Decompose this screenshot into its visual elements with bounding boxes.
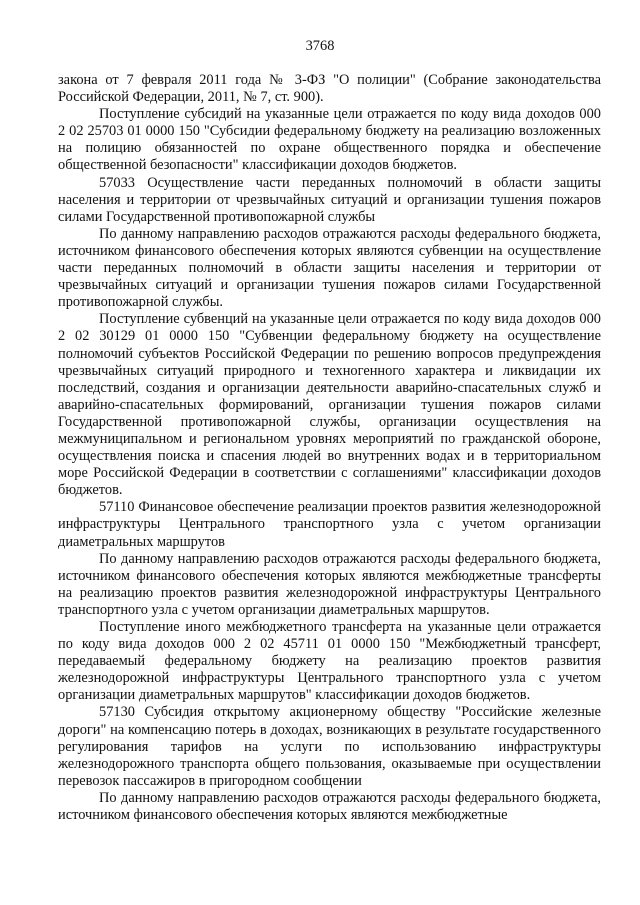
document-body	[58, 72, 601, 824]
section-heading-57033: 57033 Осуществление части переданных полномочий в области защиты населения и территории от чрезвычайных ситуаций и организации тушения пожаров силами Государственной противопожарной службы	[58, 174, 601, 225]
page-number: 3768	[305, 38, 335, 54]
paragraph: Поступление субвенций на указанные цели отражается по коду вида доходов 000 2 02 30129 01 0000 150 "Субвенции федеральному бюджету на осуществление полномочий субъектов Российской Федерации по решению вопросов предупреждения чрезвычайных ситуаций природного и техногенного характера и ликвидации их последствий, создания и организации деятельности аварийно-спасательных служб и аварийно-спасательных формирований, организации тушения пожаров силами Государственной противопожарной службы, организации осуществления на межмуниципальном и региональном уровнях мероприятий по гражданской обороне, осуществления поиска и спасения людей во внутренних водах и в территориальном море Российской Федерации в соответствии с соглашениями" классификации доходов бюджетов.	[58, 311, 601, 499]
paragraph: По данному направлению расходов отражаются расходы федерального бюджета, источником финансового обеспечения которых являются субвенции на осуществление части переданных полномочий в области защиты населения и территории от чрезвычайных ситуаций и организации тушения пожаров силами Государственной противопожарной службы.	[58, 225, 601, 311]
paragraph: По данному направлению расходов отражаются расходы федерального бюджета, источником финансового обеспечения которых являются межбюджетные трансферты на реализацию проектов развития железнодорожной инфраструктуры Центрального транспортного узла с учетом организации диаметральных маршрутов.	[58, 550, 601, 618]
paragraph-continuation: закона от 7 февраля 2011 года № 3-ФЗ "О полиции" (Собрание законодательства Российской Федерации, 2011, № 7, ст. 900).	[58, 72, 601, 106]
section-heading-57130: 57130 Субсидия открытому акционерному обществу "Российские железные дороги" на компенсацию потерь в доходах, возникающих в результате государственного регулирования тарифов на услуги по использованию инфраструктуры железнодорожного транспорта общего пользования, оказываемые при осуществлении перевозок пассажиров в пригородном сообщении	[58, 704, 601, 789]
paragraph: Поступление субсидий на указанные цели отражается по коду вида доходов 000 2 02 25703 01 0000 150 "Субсидии федеральному бюджету на реализацию возложенных на полицию обязанностей по охране общественного порядка и обеспечение общественной безопасности" классификации доходов бюджетов.	[58, 106, 601, 174]
paragraph: По данному направлению расходов отражаются расходы федерального бюджета, источником финансового обеспечения которых являются межбюджетные	[58, 789, 601, 824]
section-heading-57110: 57110 Финансовое обеспечение реализации проектов развития железнодорожной инфраструктуры Центрального транспортного узла с учетом организации диаметральных маршрутов	[58, 499, 601, 550]
paragraph: Поступление иного межбюджетного трансферта на указанные цели отражается по коду вида доходов 000 2 02 45711 01 0000 150 "Межбюджетный трансферт, передаваемый федеральному бюджету на реализацию проектов развития железнодорожной инфраструктуры Центрального транспортного узла с учетом организации диаметральных маршрутов" классификации доходов бюджетов.	[58, 619, 601, 704]
